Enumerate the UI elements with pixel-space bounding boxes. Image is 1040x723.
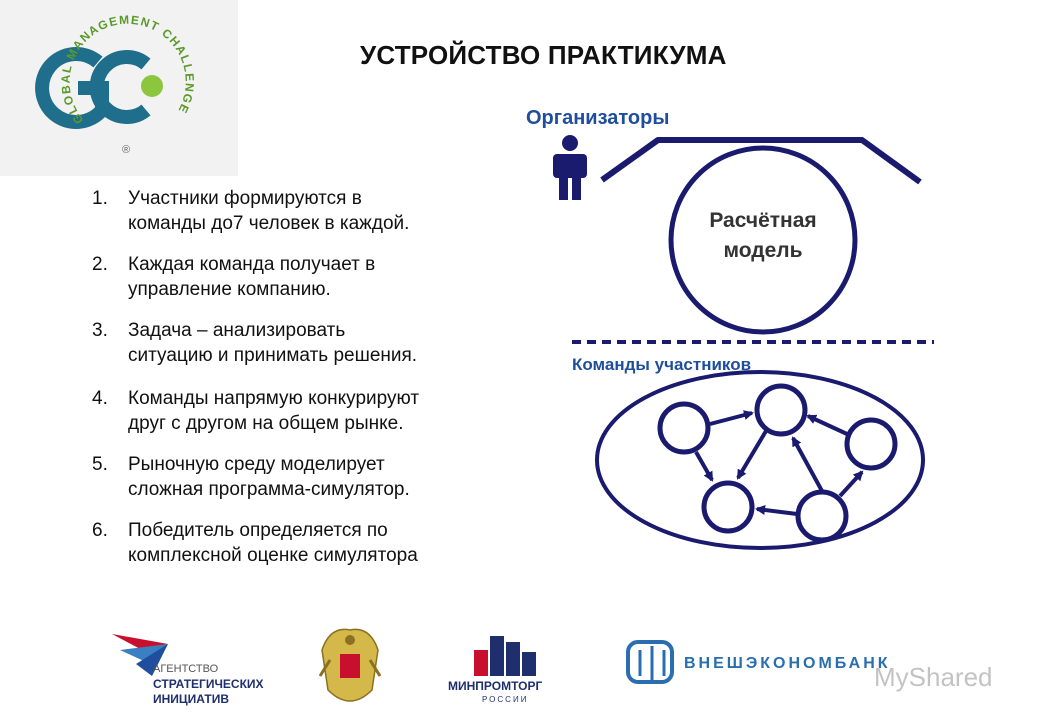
page-title: УСТРОЙСТВО ПРАКТИКУМА: [360, 40, 727, 70]
asi-line1: АГЕНТСТВО: [153, 663, 219, 675]
minprom-name: МИНПРОМТОРГ: [448, 679, 543, 693]
ranepa-emblem-icon: [320, 629, 380, 701]
logo-registered: ®: [122, 144, 131, 156]
item-text: [128, 318, 512, 368]
logo-green-dot: [141, 75, 163, 97]
teams-label: Команды участников: [572, 355, 752, 374]
asi-line3: ИНИЦИАТИВ: [153, 692, 229, 706]
team-node: [847, 420, 895, 468]
item-text: [128, 386, 512, 436]
item-text: [128, 518, 512, 568]
arrow: [793, 438, 822, 491]
sponsor-logos-graphic: [100, 618, 1020, 718]
list-item: [92, 452, 512, 502]
minpromtorg-logo: [448, 636, 542, 704]
team-node: [757, 386, 805, 434]
arrow: [696, 452, 712, 480]
model-label-line1: Расчётная: [709, 209, 817, 232]
item-line2: команды до7 человек в каждой.: [128, 213, 410, 234]
organizers-label: Организаторы: [526, 107, 670, 129]
list-item: [92, 386, 512, 436]
gmc-logo: [0, 0, 238, 176]
item-line2: управление компанию.: [128, 279, 331, 300]
gmc-logo-graphic: [0, 0, 238, 176]
item-number: 5.: [92, 454, 108, 475]
veb-logo: [628, 642, 891, 682]
item-line2: ситуацию и принимать решения.: [128, 345, 418, 366]
item-line2: друг с другом на общем рынке.: [128, 413, 404, 434]
item-line1: Задача – анализировать: [128, 320, 346, 341]
item-line1: Победитель определяется по: [128, 520, 388, 541]
item-line1: Каждая команда получает в: [128, 254, 376, 275]
item-line1: Рыночную среду моделирует: [128, 454, 385, 475]
item-number: 4.: [92, 388, 108, 409]
team-node: [798, 492, 846, 540]
asi-logo: [112, 634, 264, 706]
sponsor-logos: [100, 618, 1020, 718]
arrow: [757, 509, 797, 514]
team-node: [704, 483, 752, 531]
list-item: [92, 518, 512, 568]
item-number: 6.: [92, 520, 108, 541]
item-line2: комплексной оценке симулятора: [128, 545, 418, 566]
structure-diagram: [520, 96, 940, 566]
model-label-line2: модель: [723, 239, 803, 262]
arrow: [808, 416, 847, 434]
item-text: [128, 252, 512, 302]
veb-name: ВНЕШЭКОНОМБАНК: [684, 655, 891, 672]
watermark: MyShared: [874, 662, 993, 692]
item-line2: сложная программа-симулятор.: [128, 479, 410, 500]
minprom-sub: РОССИИ: [482, 695, 529, 704]
item-text: [128, 452, 512, 502]
logo-ring-text: GLOBAL MANAGEMENT CHALLENGE: [58, 12, 197, 127]
arrow: [710, 413, 752, 424]
list-item: [92, 252, 512, 302]
team-node: [660, 404, 708, 452]
asi-line2: СТРАТЕГИЧЕСКИХ: [153, 677, 264, 691]
list-item: [92, 318, 512, 368]
item-number: 3.: [92, 320, 108, 341]
item-line1: Команды напрямую конкурируют: [128, 388, 420, 409]
item-text: [128, 186, 512, 236]
item-number: 1.: [92, 188, 108, 209]
item-number: 2.: [92, 254, 108, 275]
item-line1: Участники формируются в: [128, 188, 362, 209]
arrow: [738, 431, 766, 478]
arrow: [840, 472, 862, 496]
list-item: [92, 186, 512, 236]
person-icon: [553, 135, 587, 200]
